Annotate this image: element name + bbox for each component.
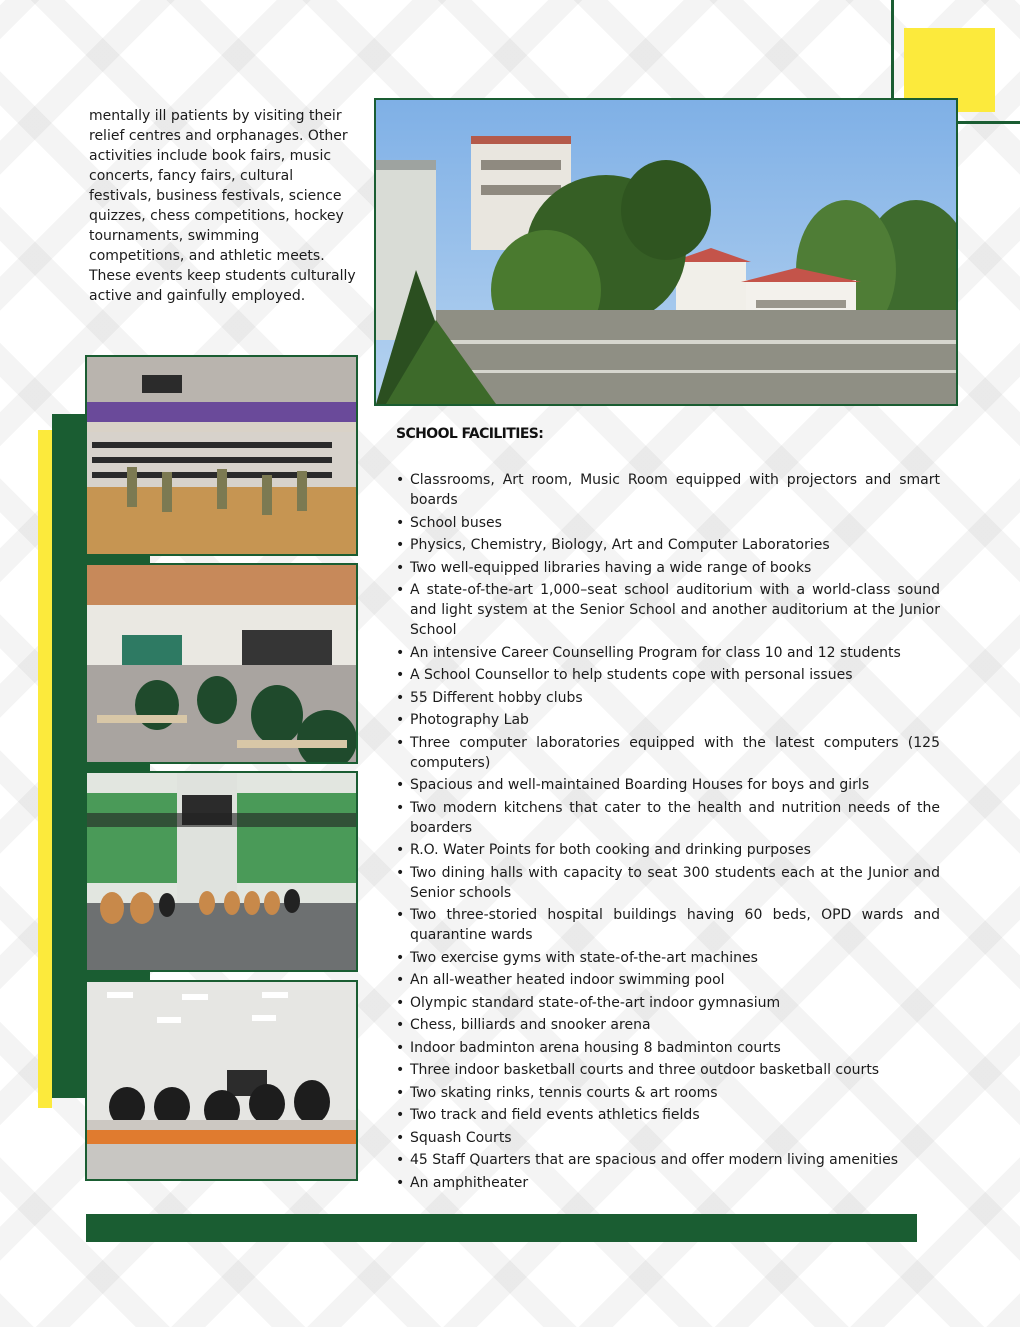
computer-lab-photo [85,980,358,1181]
campus-photo [374,98,958,406]
list-item-text: Three indoor basketball courts and three outdoor basketball courts [410,1062,880,1078]
list-item-text: 45 Staff Quarters that are spacious and offer modern living amenities [410,1152,899,1168]
list-item [396,798,940,838]
list-item [396,1150,940,1170]
list-item-text: Olympic standard state-of-the-art indoor gymnasium [410,994,781,1011]
bottom-green-bar [86,1214,917,1242]
list-item-text: Squash Courts [410,1129,512,1146]
list-item [396,1105,940,1125]
list-item [396,970,940,990]
list-item-text: Two skating rinks, tennis courts & art rooms [410,1084,718,1101]
bullet: • [396,1107,405,1123]
list-item-text: A state-of-the-art 1,000–seat school auditorium with a world-class sound and light system at the Senior School and another auditorium at the Junior School [410,582,940,638]
list-item-text: Spacious and well-maintained Boarding Houses for boys and girls [410,777,870,793]
list-item-text: Three computer laboratories equipped with the latest computers (125 computers) [410,734,940,771]
list-item [396,948,940,968]
list-item [396,1083,940,1103]
bullet: • [396,689,405,706]
list-item [396,643,940,663]
list-item [396,665,940,685]
list-item-text: Two modern kitchens that cater to the health and nutrition needs of the boarders [410,799,940,836]
list-item [396,733,940,773]
list-item-text: Photography Lab [410,712,529,728]
list-item-text: Two track and field events athletics fields [410,1107,700,1123]
list-item-text: R.O. Water Points for both cooking and drinking purposes [410,842,811,858]
bullet: • [396,907,405,923]
list-item [396,775,940,795]
bullet: • [396,734,405,751]
list-item [396,905,940,945]
list-item-text: Classrooms, Art room, Music Room equipped with projectors and smart boards [410,472,940,508]
facilities-list [396,470,940,1195]
bullet: • [396,1129,405,1146]
list-item-text: 55 Different hobby clubs [410,689,583,706]
bullet: • [396,994,405,1011]
bullet: • [396,644,405,661]
list-item [396,993,940,1013]
music-room-photo [85,771,358,972]
bullet: • [396,777,405,793]
facilities-heading: SCHOOL FACILITIES: [396,426,544,442]
list-item-text: A School Counsellor to help students cope with personal issues [410,667,853,683]
intro-paragraph: mentally ill patients by visiting their relief centres and orphanages. Other activities include book fairs, music concerts, fancy fairs, cultural festivals, business festivals, science quizzes, chess competitions, hockey tournaments, swimming competitions, and athletic meets. These events keep students culturally active and gainfully employed. [89,108,356,304]
list-item [396,1015,940,1035]
list-item-text: Two dining halls with capacity to seat 300 students each at the Junior and Senior schools [410,864,940,901]
list-item-text: Chess, billiards and snooker arena [410,1017,651,1033]
list-item [396,1038,940,1058]
list-item-text: Physics, Chemistry, Biology, Art and Computer Laboratories [410,537,830,553]
list-item-text: An all-weather heated indoor swimming pool [410,972,725,988]
list-item [396,535,940,555]
list-item-text: An amphitheater [410,1174,529,1191]
list-item [396,840,940,860]
list-item [396,513,940,533]
bullet: • [396,1039,405,1056]
list-item-text: Indoor badminton arena housing 8 badminton courts [410,1039,781,1056]
list-item [396,1060,940,1080]
bullet: • [396,537,405,553]
list-item [396,1128,940,1148]
list-item [396,710,940,730]
bullet: • [396,842,405,858]
bullet: • [396,472,405,488]
list-item [396,863,940,903]
bullet: • [396,667,405,683]
bullet: • [396,514,405,531]
bullet: • [396,712,405,728]
list-item-text: An intensive Career Counselling Program for class 10 and 12 students [410,644,901,661]
bullet: • [396,582,405,598]
left-yellow-bar [38,430,52,1108]
bullet: • [396,1017,405,1033]
list-item [396,558,940,578]
list-item [396,688,940,708]
list-item [396,470,940,510]
basketball-court-photo [85,355,358,556]
bullet: • [396,799,405,816]
list-item-text: Two three-storied hospital buildings having 60 beds, OPD wards and quarantine wards [410,907,940,943]
list-item [396,580,940,640]
bullet: • [396,559,405,576]
bullet: • [396,1084,405,1101]
bullet: • [396,1174,405,1191]
bullet: • [396,1062,405,1078]
bullet: • [396,972,405,988]
list-item [396,1173,940,1193]
list-item-text: Two well-equipped libraries having a wide range of books [410,559,812,576]
bullet: • [396,1152,405,1168]
list-item-text: Two exercise gyms with state-of-the-art machines [410,949,758,966]
list-item-text: School buses [410,514,502,531]
bullet: • [396,949,405,966]
bullet: • [396,864,405,881]
classroom-photo [85,563,358,764]
